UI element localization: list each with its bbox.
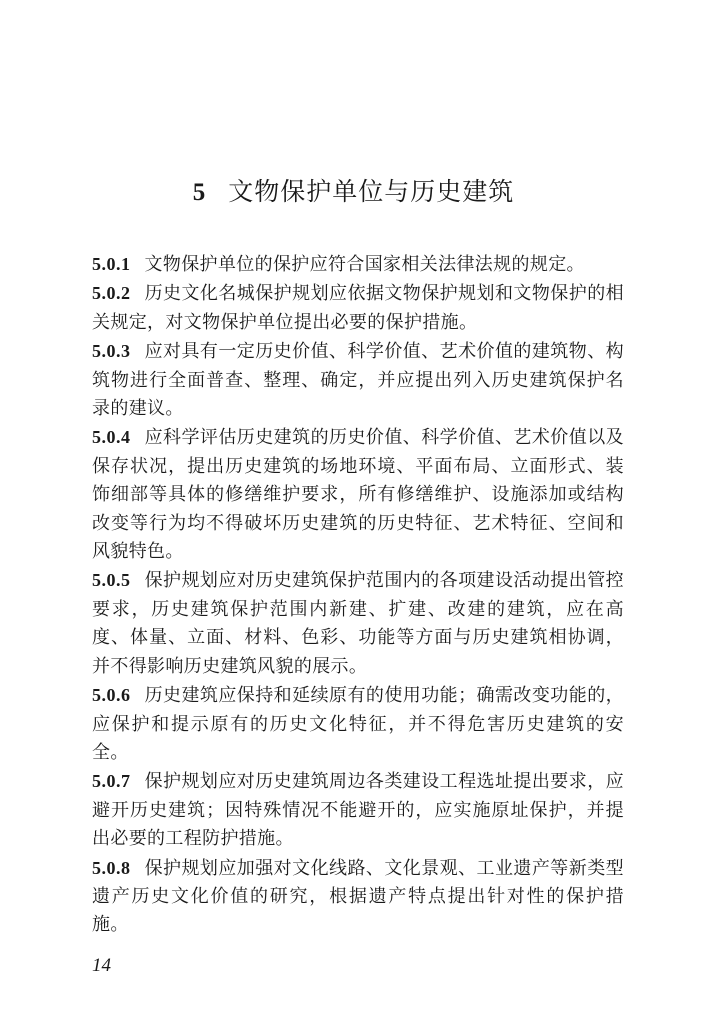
clause-number: 5.0.7 bbox=[92, 771, 131, 792]
clause-5-0-4 bbox=[92, 423, 624, 566]
clause-number: 5.0.8 bbox=[92, 857, 131, 878]
chapter-title-text: 文物保护单位与历史建筑 bbox=[228, 177, 515, 206]
clause-text: 历史建筑应保持和延续原有的使用功能；确需改变功能的，应保护和提示原有的历史文化特征，并不得危害历史建筑的安全。 bbox=[92, 685, 624, 763]
clause-5-0-6 bbox=[92, 681, 624, 767]
clause-number: 5.0.1 bbox=[92, 254, 131, 274]
clause-text: 文物保护单位的保护应符合国家相关法律法规的规定。 bbox=[144, 254, 585, 275]
clause-number: 5.0.4 bbox=[92, 427, 131, 448]
clause-5-0-5 bbox=[92, 566, 624, 681]
clause-text: 保护规划应对历史建筑保护范围内的各项建设活动提出管控要求，历史建筑保护范围内新建、扩建、改建的建筑，应在高度、体量、立面、材料、色彩、功能等方面与历史建筑相协调，并不得影响历史建筑风貌的展示。 bbox=[92, 570, 624, 677]
clause-number: 5.0.3 bbox=[92, 341, 131, 362]
clause-number: 5.0.5 bbox=[92, 570, 131, 591]
clause-5-0-2 bbox=[92, 279, 624, 337]
clause-text: 历史文化名城保护规划应依据文物保护规划和文物保护的相关规定，对文物保护单位提出必要的保护措施。 bbox=[92, 283, 624, 333]
clause-5-0-7 bbox=[92, 767, 624, 853]
clause-number: 5.0.6 bbox=[92, 685, 131, 706]
page-number: 14 bbox=[92, 955, 111, 976]
clause-5-0-1 bbox=[92, 250, 624, 279]
clause-number: 5.0.2 bbox=[92, 283, 131, 304]
clause-5-0-8 bbox=[92, 854, 624, 940]
clause-text: 应科学评估历史建筑的历史价值、科学价值、艺术价值以及保存状况，提出历史建筑的场地环境、平面布局、立面形式、装饰细部等具体的修缮维护要求，所有修缮维护、设施添加或结构改变等行为均不得破坏历史建筑的历史特征、艺术特征、空间和风貌特色。 bbox=[92, 427, 624, 563]
chapter-title bbox=[0, 172, 707, 208]
clause-text: 保护规划应对历史建筑周边各类建设工程选址提出要求，应避开历史建筑；因特殊情况不能避开的，应实施原址保护，并提出必要的工程防护措施。 bbox=[92, 771, 624, 850]
chapter-number: 5 bbox=[192, 179, 207, 206]
clause-text: 应对具有一定历史价值、科学价值、艺术价值的建筑物、构筑物进行全面普查、整理、确定，并应提出列入历史建筑保护名录的建议。 bbox=[92, 341, 624, 420]
clause-text: 保护规划应加强对文化线路、文化景观、工业遗产等新类型遗产历史文化价值的研究，根据遗产特点提出针对性的保护措施。 bbox=[92, 857, 624, 936]
clause-5-0-3 bbox=[92, 337, 624, 423]
clause-list bbox=[92, 250, 624, 940]
